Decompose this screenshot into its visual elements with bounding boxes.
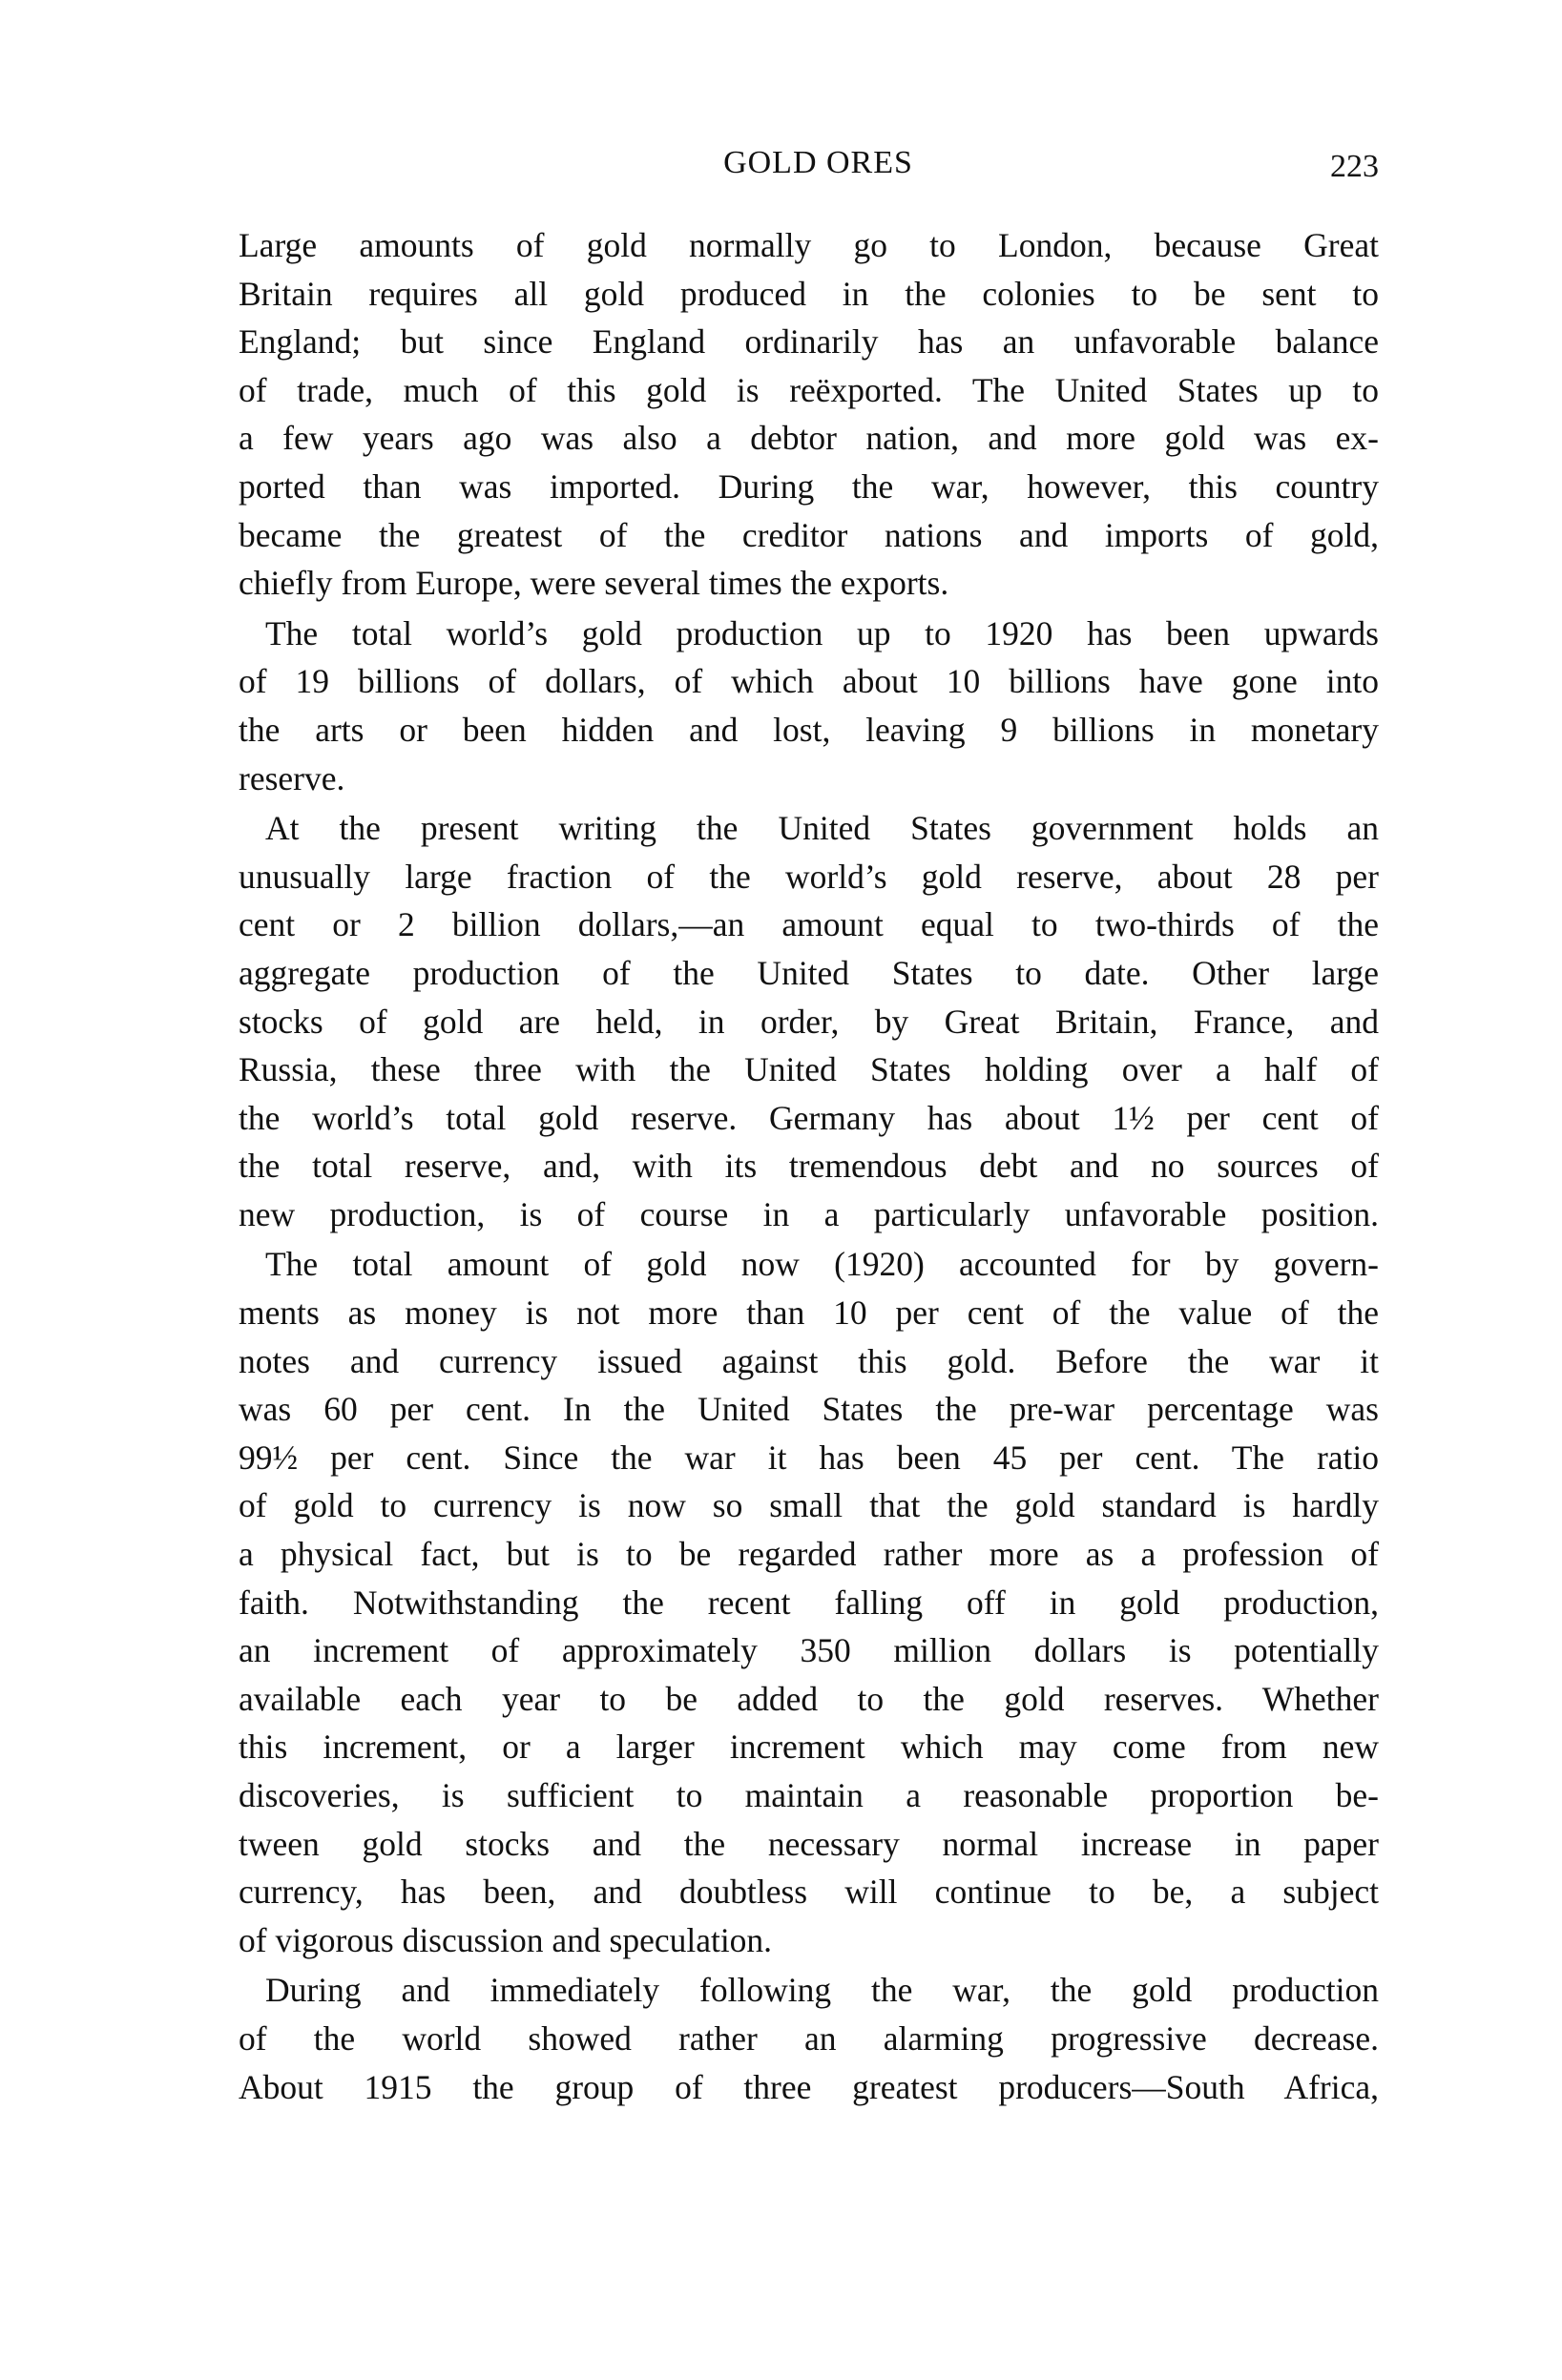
text-line: currency, has been, and doubtless will continue to be, a subject bbox=[239, 1873, 1379, 1912]
text-line: About 1915 the group of three greatest producers—South Africa, bbox=[239, 2067, 1379, 2106]
text-line: new production, is of course in a particularly unfavorable position. bbox=[239, 1194, 1379, 1233]
text-line: aggregate production of the United States to date. Other large bbox=[239, 953, 1379, 992]
text-line: The total world’s gold production up to 1920 has been upwards bbox=[265, 613, 1379, 652]
text-line: of the world showed rather an alarming progressive decrease. bbox=[239, 2018, 1379, 2058]
text-line: During and immediately following the war, the gold production bbox=[265, 1971, 1379, 2010]
text-line: the world’s total gold reserve. Germany has about 1½ per cent of bbox=[239, 1098, 1379, 1137]
paragraph-5 bbox=[239, 1966, 1379, 2111]
text-line: Large amounts of gold normally go to London, because Great bbox=[239, 226, 1379, 264]
text-line: ments as money is not more than 10 per cent of the value of the bbox=[239, 1293, 1379, 1333]
text-line: this increment, or a larger increment which may come from new bbox=[239, 1728, 1379, 1767]
text-line: a few years ago was also a debtor nation, and more gold was ex- bbox=[239, 419, 1379, 458]
text-line: ported than was imported. During the war, however, this country bbox=[239, 466, 1379, 506]
text-line: tween gold stocks and the necessary normal increase in paper bbox=[239, 1824, 1379, 1863]
text-line: unusually large fraction of the world’s gold reserve, about 28 per bbox=[239, 857, 1379, 896]
paragraph-2 bbox=[239, 610, 1379, 802]
text-line: of gold to currency is now so small that the gold standard is hardly bbox=[239, 1486, 1379, 1525]
text-line: of vigorous discussion and speculation. bbox=[239, 1920, 773, 1959]
running-title: GOLD ORES bbox=[723, 145, 913, 180]
text-line: available each year to be added to the gold reserves. Whether bbox=[239, 1679, 1379, 1718]
text-line: the arts or been hidden and lost, leaving 9 billions in monetary bbox=[239, 710, 1379, 749]
text-line: reserve. bbox=[239, 758, 345, 797]
text-line: cent or 2 billion dollars,—an amount equal to two-thirds of the bbox=[239, 905, 1379, 944]
text-line: was 60 per cent. In the United States the pre-war percentage was bbox=[239, 1390, 1379, 1429]
text-line: Britain requires all gold produced in the colonies to be sent to bbox=[239, 274, 1379, 313]
text-line: notes and currency issued against this gold. Before the war it bbox=[239, 1341, 1379, 1380]
text-line: At the present writing the United States government holds an bbox=[265, 809, 1379, 848]
text-line: chiefly from Europe, were several times the exports. bbox=[239, 564, 949, 603]
text-line: The total amount of gold now (1920) accounted for by govern- bbox=[265, 1245, 1379, 1284]
text-line: of trade, much of this gold is reëxported. The United States up to bbox=[239, 370, 1379, 409]
text-line: became the greatest of the creditor nations and imports of gold, bbox=[239, 515, 1379, 554]
page-number: 223 bbox=[1330, 149, 1379, 184]
text-line: 99½ per cent. Since the war it has been 45 per cent. The ratio bbox=[239, 1438, 1379, 1477]
text-line: stocks of gold are held, in order, by Great Britain, France, and bbox=[239, 1002, 1379, 1041]
text-line: an increment of approximately 350 million dollars is potentially bbox=[239, 1631, 1379, 1670]
text-line: of 19 billions of dollars, of which about 10 billions have gone into bbox=[239, 662, 1379, 701]
paragraph-4 bbox=[239, 1240, 1379, 1964]
paragraph-1 bbox=[239, 221, 1379, 608]
text-line: the total reserve, and, with its tremendous debt and no sources of bbox=[239, 1147, 1379, 1186]
paragraph-3 bbox=[239, 804, 1379, 1238]
text-line: England; but since England ordinarily has an unfavorable balance bbox=[239, 322, 1379, 362]
text-line: discoveries, is sufficient to maintain a reasonable proportion be- bbox=[239, 1776, 1379, 1814]
running-head bbox=[239, 139, 1379, 187]
text-line: a physical fact, but is to be regarded rather more as a profession of bbox=[239, 1535, 1379, 1574]
body-text bbox=[239, 221, 1379, 2111]
text-line: faith. Notwithstanding the recent falling off in gold production, bbox=[239, 1583, 1379, 1622]
text-line: Russia, these three with the United States holding over a half of bbox=[239, 1050, 1379, 1089]
